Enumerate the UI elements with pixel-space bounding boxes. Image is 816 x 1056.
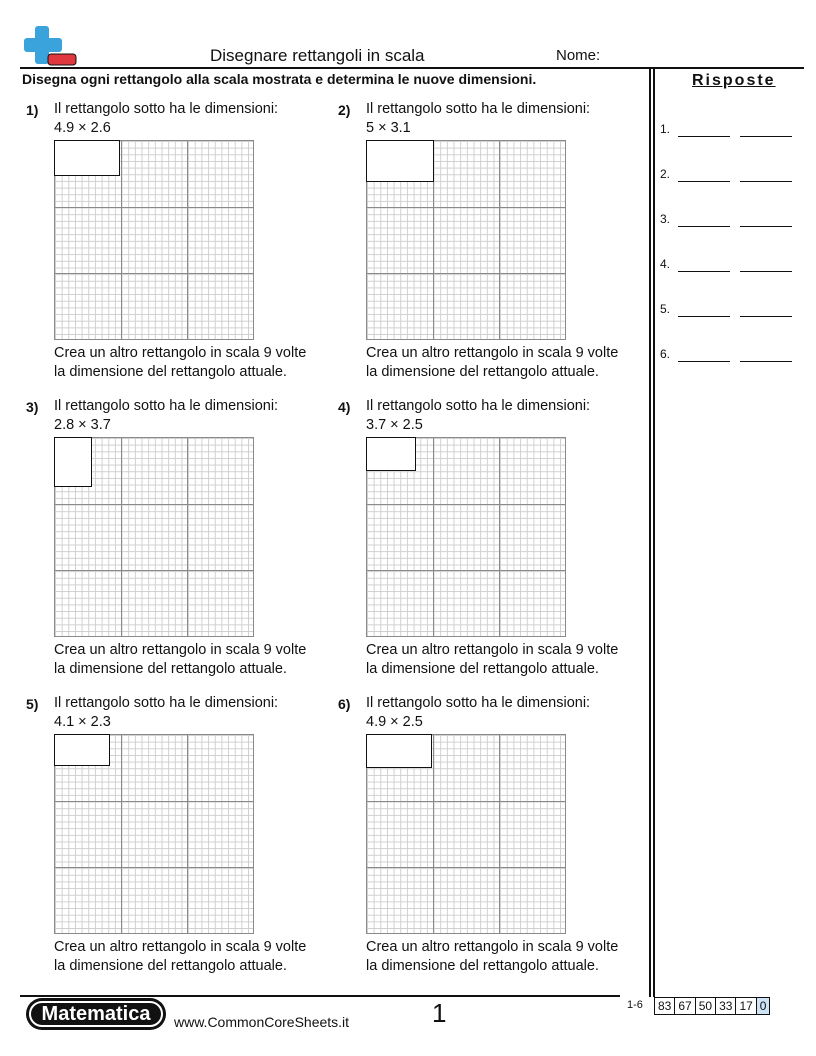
scale-instruction-line2: la dimensione del rettangolo attuale. xyxy=(54,958,287,974)
problem-text: Il rettangolo sotto ha le dimensioni: xyxy=(366,695,591,711)
answer-row xyxy=(660,122,800,140)
answer-blank[interactable] xyxy=(678,181,730,182)
scale-instruction-line2: la dimensione del rettangolo attuale. xyxy=(366,661,599,677)
answer-blank[interactable] xyxy=(740,226,792,227)
problem-text: Il rettangolo sotto ha le dimensioni: xyxy=(366,101,591,117)
answer-number: 3. xyxy=(660,212,671,226)
answer-blank[interactable] xyxy=(740,271,792,272)
logo xyxy=(22,24,80,68)
page-number: 1 xyxy=(432,998,447,1028)
drawing-grid[interactable] xyxy=(54,734,254,934)
problem-number: 2) xyxy=(338,102,351,118)
answer-number: 1. xyxy=(660,122,671,136)
answer-number: 4. xyxy=(660,257,671,271)
instructions: Disegna ogni rettangolo alla scala mostrata e determina le nuove dimensioni. xyxy=(22,71,537,87)
score-cell: 17 xyxy=(735,997,756,1015)
answer-blank[interactable] xyxy=(678,271,730,272)
answer-row xyxy=(660,257,800,275)
answer-blank[interactable] xyxy=(678,316,730,317)
problem-number: 4) xyxy=(338,399,351,415)
problem-number: 5) xyxy=(26,696,39,712)
answer-number: 5. xyxy=(660,302,671,316)
drawing-grid[interactable] xyxy=(366,734,566,934)
problem-dimensions: 5 × 3.1 xyxy=(366,120,411,136)
scale-instruction-line1: Crea un altro rettangolo in scala 9 volte xyxy=(54,642,307,658)
brand-label: Matematica xyxy=(41,1003,151,1025)
answer-blank[interactable] xyxy=(678,136,730,137)
problem-dimensions: 4.9 × 2.5 xyxy=(366,714,423,730)
answer-number: 6. xyxy=(660,347,671,361)
problem-number: 6) xyxy=(338,696,351,712)
drawing-grid[interactable] xyxy=(54,437,254,637)
answer-row xyxy=(660,212,800,230)
scale-instruction-line1: Crea un altro rettangolo in scala 9 volte xyxy=(54,939,307,955)
given-rectangle xyxy=(54,437,92,487)
given-rectangle xyxy=(366,140,434,182)
score-cell: 33 xyxy=(715,997,736,1015)
answer-column-divider xyxy=(653,67,655,997)
scale-instruction-line2: la dimensione del rettangolo attuale. xyxy=(366,364,599,380)
score-range: 1-6 xyxy=(627,999,643,1011)
problem-number: 1) xyxy=(26,102,39,118)
drawing-grid[interactable] xyxy=(54,140,254,340)
given-rectangle xyxy=(54,734,110,766)
name-label: Nome: xyxy=(556,47,601,64)
plus-minus-logo-icon xyxy=(22,24,80,68)
problem-text: Il rettangolo sotto ha le dimensioni: xyxy=(54,398,279,414)
given-rectangle xyxy=(366,734,432,768)
score-table xyxy=(655,997,770,1015)
score-cell: 0 xyxy=(756,997,771,1015)
drawing-grid[interactable] xyxy=(366,437,566,637)
answers-title: Risposte xyxy=(692,72,776,89)
scale-instruction-line1: Crea un altro rettangolo in scala 9 volte xyxy=(366,345,619,361)
answer-blank[interactable] xyxy=(740,361,792,362)
answer-row xyxy=(660,347,800,365)
scale-instruction-line1: Crea un altro rettangolo in scala 9 volte xyxy=(366,642,619,658)
problem-text: Il rettangolo sotto ha le dimensioni: xyxy=(54,695,279,711)
scale-instruction-line1: Crea un altro rettangolo in scala 9 volte xyxy=(54,345,307,361)
answer-blank[interactable] xyxy=(740,181,792,182)
problem-dimensions: 2.8 × 3.7 xyxy=(54,417,111,433)
score-cell: 50 xyxy=(695,997,716,1015)
answer-blank[interactable] xyxy=(740,316,792,317)
problem-dimensions: 4.1 × 2.3 xyxy=(54,714,111,730)
score-cell: 67 xyxy=(674,997,695,1015)
answer-blank[interactable] xyxy=(678,361,730,362)
scale-instruction-line1: Crea un altro rettangolo in scala 9 volte xyxy=(366,939,619,955)
site-url: www.CommonCoreSheets.it xyxy=(174,1014,350,1030)
problem-dimensions: 4.9 × 2.6 xyxy=(54,120,111,136)
given-rectangle xyxy=(366,437,416,471)
answer-number: 2. xyxy=(660,167,671,181)
answer-blank[interactable] xyxy=(678,226,730,227)
header-divider xyxy=(20,67,804,69)
score-cell: 83 xyxy=(654,997,675,1015)
scale-instruction-line2: la dimensione del rettangolo attuale. xyxy=(54,661,287,677)
answer-column-divider xyxy=(649,67,651,997)
problem-text: Il rettangolo sotto ha le dimensioni: xyxy=(54,101,279,117)
answer-row xyxy=(660,302,800,320)
answer-row xyxy=(660,167,800,185)
answer-blank[interactable] xyxy=(740,136,792,137)
scale-instruction-line2: la dimensione del rettangolo attuale. xyxy=(366,958,599,974)
problem-dimensions: 3.7 × 2.5 xyxy=(366,417,423,433)
drawing-grid[interactable] xyxy=(366,140,566,340)
brand-badge xyxy=(26,998,166,1030)
given-rectangle xyxy=(54,140,120,176)
problem-text: Il rettangolo sotto ha le dimensioni: xyxy=(366,398,591,414)
footer-divider xyxy=(20,995,620,997)
page-title: Disegnare rettangoli in scala xyxy=(210,46,425,65)
problem-number: 3) xyxy=(26,399,39,415)
scale-instruction-line2: la dimensione del rettangolo attuale. xyxy=(54,364,287,380)
